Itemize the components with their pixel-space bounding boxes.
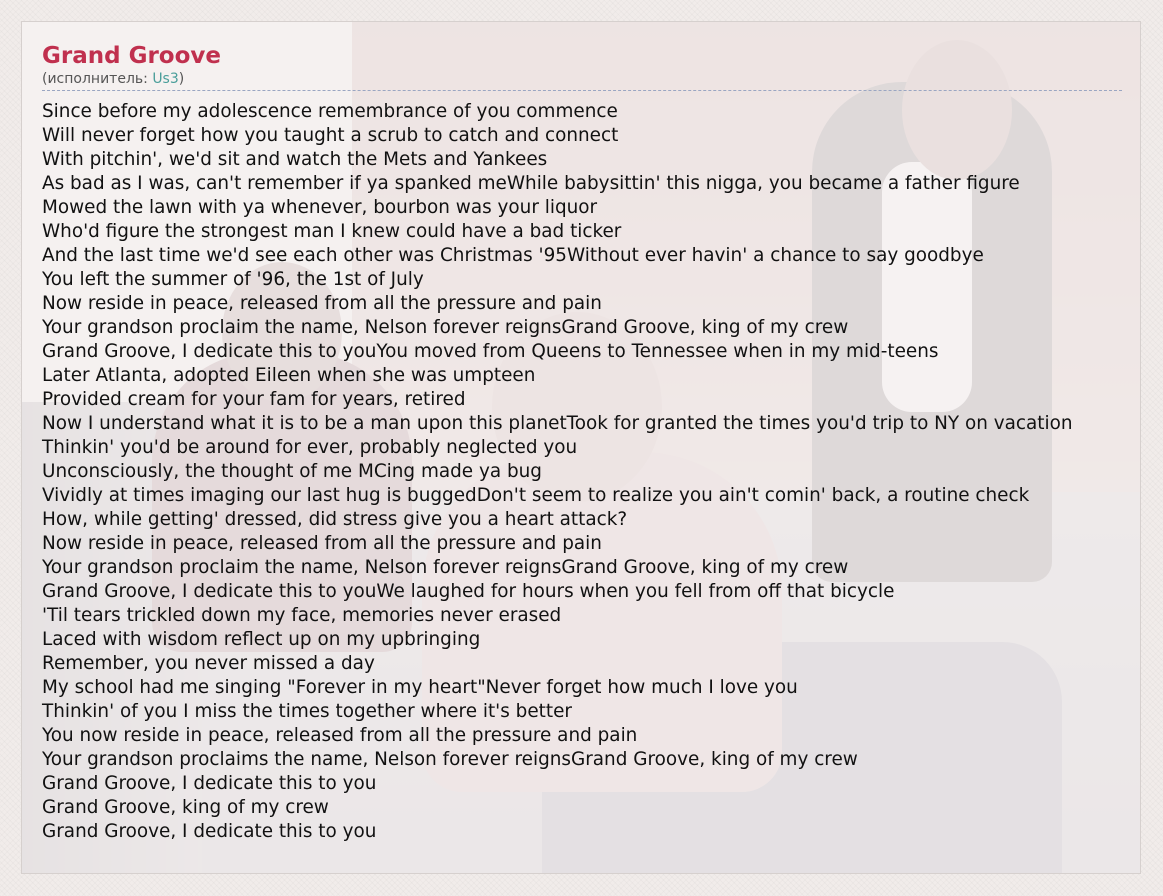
lyric-line: Mowed the lawn with ya whenever, bourbon was your liquor	[42, 197, 598, 218]
lyric-line: Thinkin' you'd be around for ever, probably neglected you	[42, 437, 578, 458]
lyric-line: Your grandson proclaim the name, Nelson forever reignsGrand Groove, king of my crew	[42, 557, 849, 578]
lyric-line: Vividly at times imaging our last hug is buggedDon't seem to realize you ain't comin' back, a routine check	[42, 485, 1030, 506]
artist-prefix: (исполнитель:	[42, 71, 153, 87]
lyric-line: Your grandson proclaims the name, Nelson forever reignsGrand Groove, king of my crew	[42, 749, 858, 770]
lyric-line: Grand Groove, I dedicate this to youWe laughed for hours when you fell from off that bicycle	[42, 581, 895, 602]
lyric-line: Now reside in peace, released from all the pressure and pain	[42, 533, 602, 554]
lyric-line: Grand Groove, I dedicate this to youYou moved from Queens to Tennessee when in my mid-teens	[42, 341, 939, 362]
lyric-line: My school had me singing "Forever in my heart"Never forget how much I love you	[42, 677, 798, 698]
lyric-line: How, while getting' dressed, did stress give you a heart attack?	[42, 509, 628, 530]
song-content	[42, 42, 1140, 844]
artist-link[interactable]: Us3	[152, 71, 179, 87]
lyric-line: Now I understand what it is to be a man upon this planetTook for granted the times you'd trip to NY on vacation	[42, 413, 1073, 434]
lyrics-text	[42, 100, 1140, 844]
lyric-line: Provided cream for your fam for years, retired	[42, 389, 466, 410]
lyric-line: Remember, you never missed a day	[42, 653, 375, 674]
lyric-line: You left the summer of '96, the 1st of July	[42, 269, 424, 290]
lyric-line: Grand Groove, I dedicate this to you	[42, 821, 377, 842]
lyric-line: You now reside in peace, released from all the pressure and pain	[42, 725, 638, 746]
lyric-line: Who'd figure the strongest man I knew could have a bad ticker	[42, 221, 622, 242]
lyric-line: 'Til tears trickled down my face, memories never erased	[42, 605, 562, 626]
lyric-line: Grand Groove, king of my crew	[42, 797, 329, 818]
lyric-line: Your grandson proclaim the name, Nelson forever reignsGrand Groove, king of my crew	[42, 317, 849, 338]
lyric-line: With pitchin', we'd sit and watch the Mets and Yankees	[42, 149, 548, 170]
lyric-line: Laced with wisdom reflect up on my upbringing	[42, 629, 481, 650]
lyric-line: Unconsciously, the thought of me MCing made ya bug	[42, 461, 542, 482]
lyrics-panel	[21, 21, 1141, 874]
lyric-line: Since before my adolescence remembrance of you commence	[42, 101, 618, 122]
lyric-line: Thinkin' of you I miss the times together where it's better	[42, 701, 572, 722]
artist-suffix: )	[178, 71, 185, 87]
lyric-line: And the last time we'd see each other was Christmas '95Without ever havin' a chance to say goodbye	[42, 245, 984, 266]
artist-line	[42, 70, 1140, 88]
lyric-line: Will never forget how you taught a scrub to catch and connect	[42, 125, 619, 146]
lyric-line: As bad as I was, can't remember if ya spanked meWhile babysittin' this nigga, you became a father figure	[42, 173, 1020, 194]
lyric-line: Later Atlanta, adopted Eileen when she was umpteen	[42, 365, 536, 386]
song-title: Grand Groove	[42, 43, 222, 69]
lyric-line: Grand Groove, I dedicate this to you	[42, 773, 377, 794]
lyric-line: Now reside in peace, released from all the pressure and pain	[42, 293, 602, 314]
title-divider	[42, 90, 1122, 91]
